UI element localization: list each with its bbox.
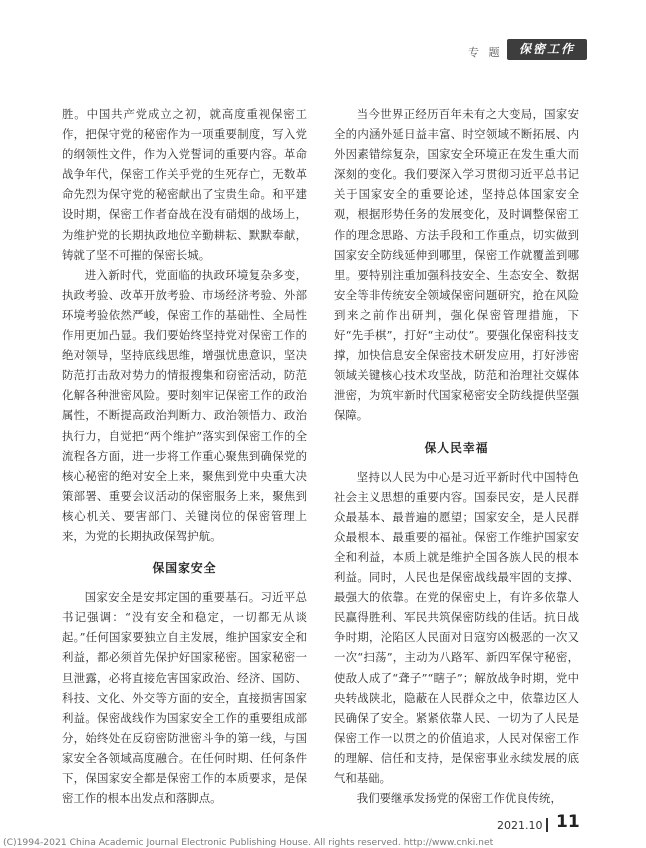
left-column: [62, 104, 307, 808]
section-tag: 专 题: [468, 46, 503, 59]
paragraph: 进入新时代，党面临的执政环境复杂多变，执政考验、改革开放考验、市场经济考验、外部环境考验依然严峻，保密工作的基础性、全局性作用更加凸显。我们要始终坚持党对保密工作的绝对领导，坚持底线思维，增强忧患意识，坚决防范打击敌对势力的情报搜集和窃密活动，防范化解各种泄密风险。要时刻牢记保密工作的政治属性，不断提高政治判断力、政治领悟力、政治执行力，自觉把“两个维护”落实到保密工作的全流程各方面，进一步将工作重心聚焦到确保党的核心秘密的绝对安全上来，聚焦到党中央重大决策部署、重要会议活动的保密服务上来，聚焦到核心机关、要害部门、关键岗位的保密管理上来，为党的长期执政保驾护航。: [62, 267, 307, 543]
copyright-notice: (C)1994-2021 China Academic Journal Electronic Publishing House. All rights reserved. http://www.cnki.net: [3, 837, 494, 848]
paragraph: 我们要继承发扬党的保密工作优良传统，: [356, 791, 562, 806]
page-number: 11: [556, 812, 580, 832]
issue-date: 2021.10: [497, 819, 543, 832]
footer-divider: [546, 818, 548, 832]
section-heading: 保国家安全: [152, 561, 217, 576]
section-heading: 保人民幸福: [424, 440, 489, 455]
right-column: [334, 104, 579, 808]
paragraph: 国家安全是安邦定国的重要基石。习近平总书记强调：“没有安全和稳定，一切都无从谈起。”任何国家要独立自主发展，维护国家安全和利益，都必须首先保护好国家秘密。国家秘密一旦泄露，必将直接危害国家政治、经济、国防、科技、文化、外交等方面的安全，直接损害国家利益。保密战线作为国家安全工作的重要组成部分，始终处在反窃密防泄密斗争的第一线，与国家安全各领域高度融合。在任何时期、任何条件下，保国家安全都是保密工作的本质要求，是保密工作的根本出发点和落脚点。: [62, 590, 307, 806]
journal-logo: 保密工作: [507, 39, 587, 60]
paragraph: 胜。中国共产党成立之初，就高度重视保密工作，把保守党的秘密作为一项重要制度，写入党的纲领性文件，作为入党誓词的重要内容。革命战争年代，保密工作关乎党的生死存亡，无数革命先烈为保守党的秘密献出了宝贵生命。和平建设时期，保密工作者奋战在没有硝烟的战场上，为维护党的长期执政地位辛勤耕耘、默默奉献，铸就了坚不可摧的保密长城。: [62, 107, 307, 262]
paragraph: 坚持以人民为中心是习近平新时代中国特色社会主义思想的重要内容。国泰民安，是人民群众最基本、最普遍的愿望；国家安全，是人民群众最根本、最重要的福祉。保密工作维护国家安全和利益，本质上就是维护全国各族人民的根本利益。同时，人民也是保密战线最牢固的支撑、最强大的依靠。在党的保密史上，有许多依靠人民赢得胜利、军民共筑保密防线的佳话。抗日战争时期，沦陷区人民面对日寇穷凶极恶的一次又一次“扫荡”，主动为八路军、新四军保守秘密，使敌人成了“聋子”“瞎子”；解放战争时期，党中央转战陕北，隐蔽在人民群众之中，依靠边区人民确保了安全。紧紧依靠人民、一切为了人民是保密工作一以贯之的价值追求，人民对保密工作的理解、信任和支持，是保密事业永续发展的底气和基础。: [334, 469, 579, 785]
paragraph: 当今世界正经历百年未有之大变局，国家安全的内涵外延日益丰富、时空领域不断拓展、内外因素错综复杂，国家安全环境正在发生重大而深刻的变化。我们要深入学习贯彻习近平总书记关于国家安全的重要论述，坚持总体国家安全观，根据形势任务的发展变化，及时调整保密工作的理念思路、方法手段和工作重点，切实做到国家安全防线延伸到哪里，保密工作就覆盖到哪里。要特别注重加强科技安全、生态安全、数据安全等非传统安全领域保密问题研究，抢在风险到来之前作出研判，强化保密管理措施，下好“先手棋”，打好“主动仗”。要强化保密科技支撑，加快信息安全保密技术研发应用，打好涉密领域关键核心技术攻坚战，防范和治理社交媒体泄密，为筑牢新时代国家秘密安全防线提供坚强保障。: [334, 107, 579, 423]
